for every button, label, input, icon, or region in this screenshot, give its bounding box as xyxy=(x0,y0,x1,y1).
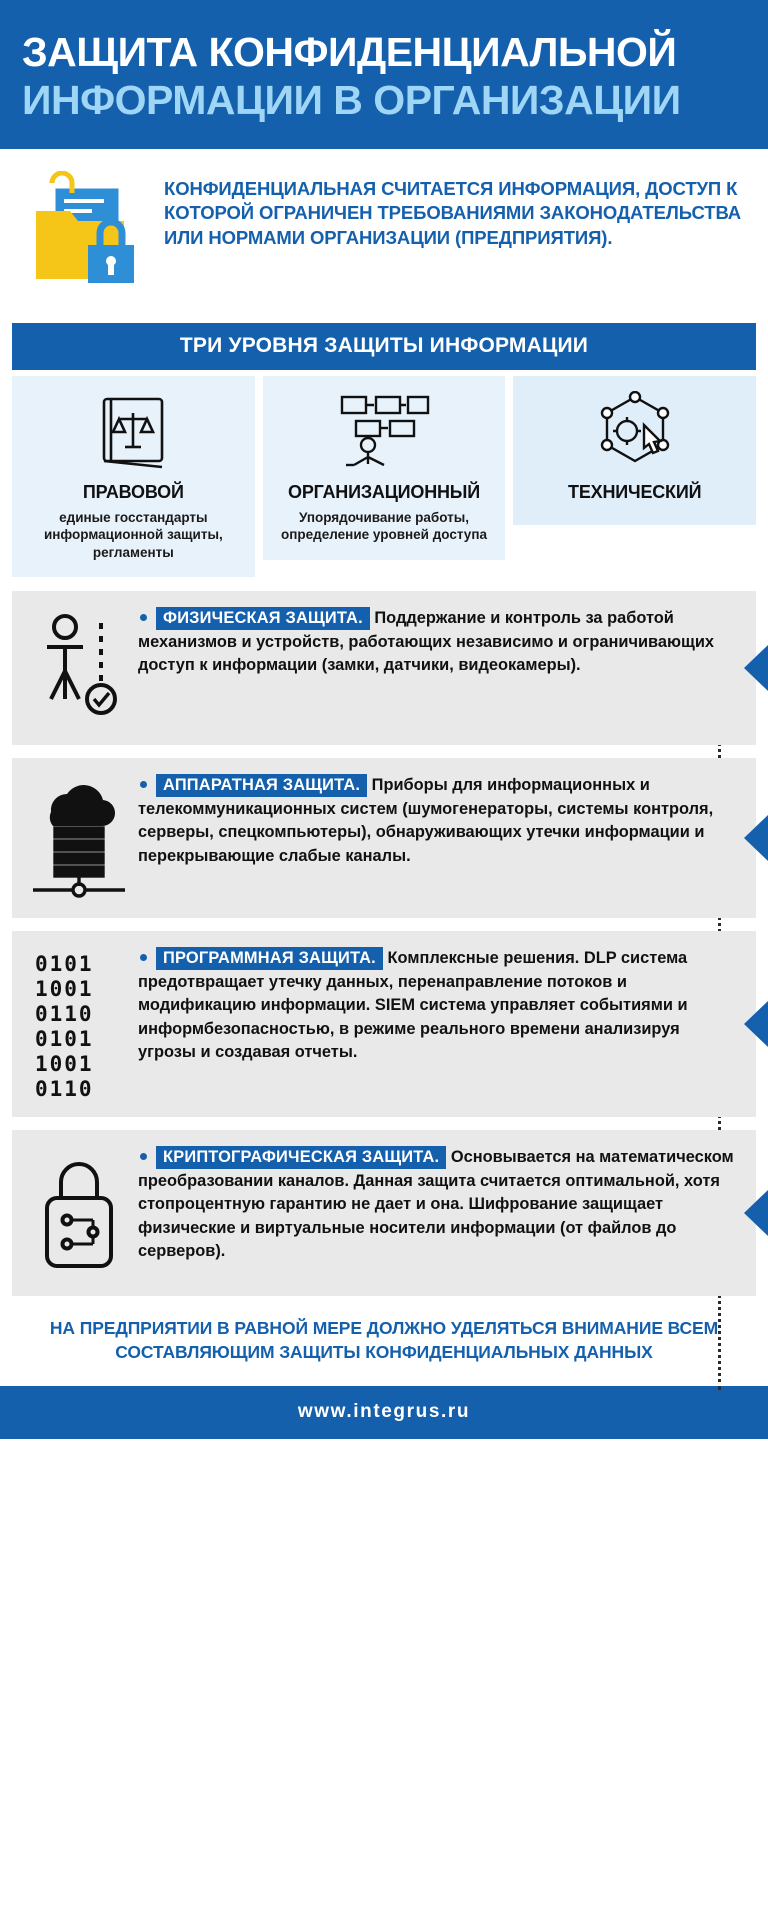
footer-note: НА ПРЕДПРИЯТИИ В РАВНОЙ МЕРЕ ДОЛЖНО УДЕЛЯТЬСЯ ВНИМАНИЕ ВСЕМ СОСТАВЛЯЮЩИМ ЗАЩИТЫ КОНФИДЕНЦИАЛЬНЫХ ДАННЫХ xyxy=(49,1318,719,1362)
level-card-organizational xyxy=(263,376,506,560)
svg-text:0110: 0110 xyxy=(35,1077,94,1102)
org-workflow-person-icon xyxy=(273,390,496,476)
bullet-icon xyxy=(140,954,147,961)
card-tag: ФИЗИЧЕСКАЯ ЗАЩИТА. xyxy=(156,607,370,630)
bullet-icon xyxy=(140,781,147,788)
page-header xyxy=(0,0,768,149)
guard-person-icon xyxy=(20,605,138,729)
arrow-marker xyxy=(744,645,768,691)
svg-text:1001: 1001 xyxy=(35,977,94,1002)
card-text xyxy=(138,1144,742,1263)
network-gear-cursor-icon xyxy=(523,390,746,476)
card-tag: АППАРАТНАЯ ЗАЩИТА. xyxy=(156,774,367,797)
level-name: ОРГАНИЗАЦИОННЫЙ xyxy=(288,481,480,502)
svg-text:0101: 0101 xyxy=(35,952,94,977)
level-desc: единые госстандарты информационной защиты, регламенты xyxy=(43,509,223,560)
protection-cards xyxy=(12,591,756,1296)
card-hardware-protection xyxy=(12,758,756,918)
card-description: Поддержание и контроль за работой механизмов и устройств, работающих независимо и ограничивающих доступ к информации (замки, датчики, видеокамеры). xyxy=(138,609,715,675)
card-tag: КРИПТОГРАФИЧЕСКАЯ ЗАЩИТА. xyxy=(156,1146,446,1169)
level-desc: Упорядочивание работы, определение уровней доступа xyxy=(281,509,487,543)
level-name: ТЕХНИЧЕСКИЙ xyxy=(568,481,702,502)
intro-text: КОНФИДЕНЦИАЛЬНАЯ СЧИТАЕТСЯ ИНФОРМАЦИЯ, ДОСТУП К КОТОРОЙ ОГРАНИЧЕН ТРЕБОВАНИЯМИ ЗАКОНОДАТЕЛЬСТВА ИЛИ НОРМАМИ ОРГАНИЗАЦИИ (ПРЕДПРИЯТИЯ). xyxy=(164,177,742,249)
level-card-legal xyxy=(12,376,255,578)
level-card-technical xyxy=(513,376,756,525)
svg-text:0101: 0101 xyxy=(35,1027,94,1052)
arrow-marker xyxy=(744,1190,768,1236)
padlock-circuit-icon xyxy=(20,1144,138,1280)
footer-site-link[interactable]: www.integrus.ru xyxy=(0,1386,768,1439)
law-book-scales-icon xyxy=(22,390,245,476)
card-software-protection xyxy=(12,931,756,1117)
cloud-server-icon xyxy=(20,772,138,902)
bullet-icon xyxy=(140,614,147,621)
card-tag: ПРОГРАММНАЯ ЗАЩИТА. xyxy=(156,947,383,970)
card-description: Основывается на математическом преобразовании каналов. Данная защита считается оптимальной, хотя стопроцентную гарантию не дает и она. Шифрование защищает физические и виртуальные носители информации (от файлов до серверов). xyxy=(138,1148,734,1260)
card-description: Приборы для информационных и телекоммуникационных систем (шумогенераторы, системы контроля, серверы, спецкомпьютеры), обнаруживающих утечки информации и перекрывающие слабые каналы. xyxy=(138,776,714,865)
card-physical-protection xyxy=(12,591,756,745)
card-text xyxy=(138,605,742,677)
folder-lock-icon xyxy=(22,171,150,301)
page-title xyxy=(22,30,746,123)
levels-row xyxy=(12,376,756,578)
levels-section-title: ТРИ УРОВНЯ ЗАЩИТЫ ИНФОРМАЦИИ xyxy=(12,323,756,370)
intro-block xyxy=(0,149,768,319)
bullet-icon xyxy=(140,1153,147,1160)
card-text xyxy=(138,945,742,1064)
binary-code-icon xyxy=(20,945,138,1101)
card-text xyxy=(138,772,742,868)
level-name: ПРАВОВОЙ xyxy=(82,481,184,502)
arrow-marker xyxy=(744,815,768,861)
page-title-line-2: ИНФОРМАЦИИ В ОРГАНИЗАЦИИ xyxy=(22,77,681,124)
card-cryptographic-protection xyxy=(12,1130,756,1296)
svg-text:0110: 0110 xyxy=(35,1002,94,1027)
svg-text:1001: 1001 xyxy=(35,1052,94,1077)
card-description: Комплексные решения. DLP система предотвращает утечку данных, перенаправление потоков и модификацию информации. SIEM система управляет событиями и информбезопасностью, в режиме реального времени анализируя угрозы и создавая отчеты. xyxy=(138,949,688,1061)
page-title-line-1: ЗАЩИТА КОНФИДЕНЦИАЛЬНОЙ xyxy=(22,29,677,75)
arrow-marker xyxy=(744,1001,768,1047)
